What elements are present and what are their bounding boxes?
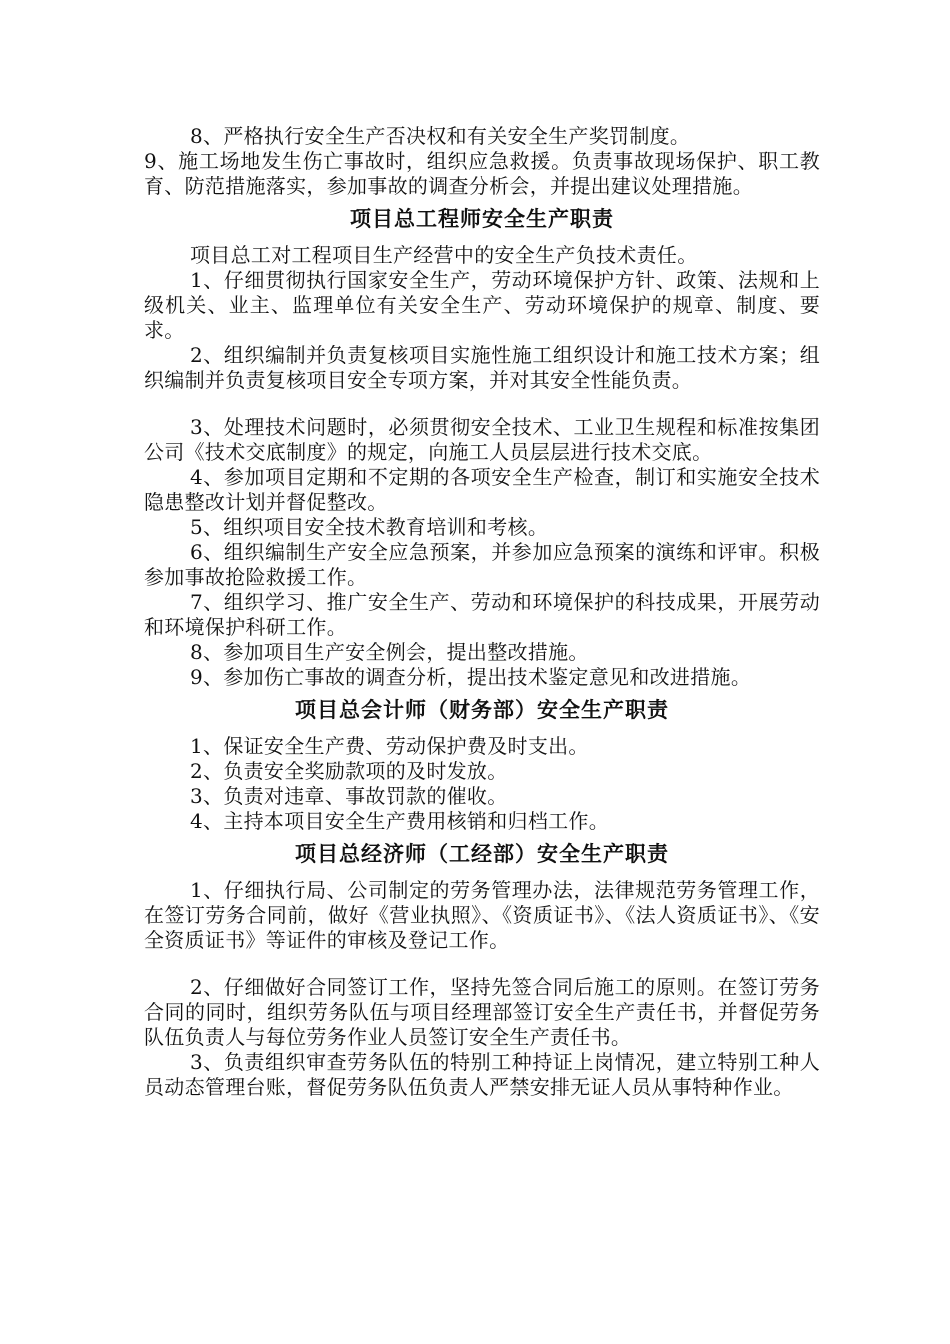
paragraph: 项目总工对工程项目生产经营中的安全生产负技术责任。 (190, 243, 698, 267)
section-heading: 项目总工程师安全生产职责 (350, 206, 614, 231)
paragraph: 9、参加伤亡事故的调查分析，提出技术鉴定意见和改进措施。 (190, 665, 752, 689)
paragraph: 1、保证安全生产费、劳动保护费及时支出。 (190, 734, 589, 758)
paragraph: 3、负责对违章、事故罚款的催收。 (190, 784, 508, 808)
paragraph: 3、负责组织审查劳务队伍的特别工种持证上岗情况，建立特别工种人员动态管理台账，督促劳务队伍负责人严禁安排无证人员从事特种作业。 (144, 1050, 820, 1099)
paragraph: 8、严格执行安全生产否决权和有关安全生产奖罚制度。 (190, 124, 691, 148)
paragraph: 4、主持本项目安全生产费用核销和归档工作。 (190, 809, 610, 833)
paragraph: 8、参加项目生产安全例会，提出整改措施。 (190, 640, 589, 664)
paragraph: 7、组织学习、推广安全生产、劳动和环境保护的科技成果，开展劳动和环境保护科研工作。 (144, 590, 820, 639)
paragraph: 1、仔细贯彻执行国家安全生产，劳动环境保护方针、政策、法规和上级机关、业主、监理单位有关安全生产、劳动环境保护的规章、制度、要求。 (144, 268, 820, 342)
section-heading: 项目总会计师（财务部）安全生产职责 (295, 697, 669, 722)
paragraph: 9、施工场地发生伤亡事故时，组织应急救援。负责事故现场保护、职工教育、防范措施落实，参加事故的调查分析会，并提出建议处理措施。 (144, 149, 820, 198)
paragraph: 5、组织项目安全技术教育培训和考核。 (190, 515, 549, 539)
paragraph: 4、参加项目定期和不定期的各项安全生产检查，制订和实施安全技术隐患整改计划并督促整改。 (144, 465, 820, 514)
paragraph: 6、组织编制生产安全应急预案，并参加应急预案的演练和评审。积极参加事故抢险救援工作。 (144, 540, 820, 589)
paragraph-spacer (144, 393, 820, 415)
paragraph: 2、仔细做好合同签订工作，坚持先签合同后施工的原则。在签订劳务合同的同时，组织劳务队伍与项目经理部签订安全生产责任书，并督促劳务队伍负责人与每位劳务作业人员签订安全生产责任书。 (144, 975, 820, 1049)
paragraph: 1、仔细执行局、公司制定的劳务管理办法，法律规范劳务管理工作，在签订劳务合同前，做好《营业执照》、《资质证书》、《法人资质证书》、《安全资质证书》等证件的审核及登记工作。 (144, 878, 820, 952)
paragraph: 2、负责安全奖励款项的及时发放。 (190, 759, 508, 783)
paragraph: 2、组织编制并负责复核项目实施性施工组织设计和施工技术方案；组织编制并负责复核项目安全专项方案，并对其安全性能负责。 (144, 343, 820, 392)
paragraph: 3、处理技术问题时，必须贯彻安全技术、工业卫生规程和标准按集团公司《技术交底制度》的规定，向施工人员层层进行技术交底。 (144, 415, 820, 464)
paragraph-spacer (144, 953, 820, 975)
document-body (144, 124, 820, 1100)
section-heading: 项目总经济师（工经部）安全生产职责 (295, 841, 669, 866)
